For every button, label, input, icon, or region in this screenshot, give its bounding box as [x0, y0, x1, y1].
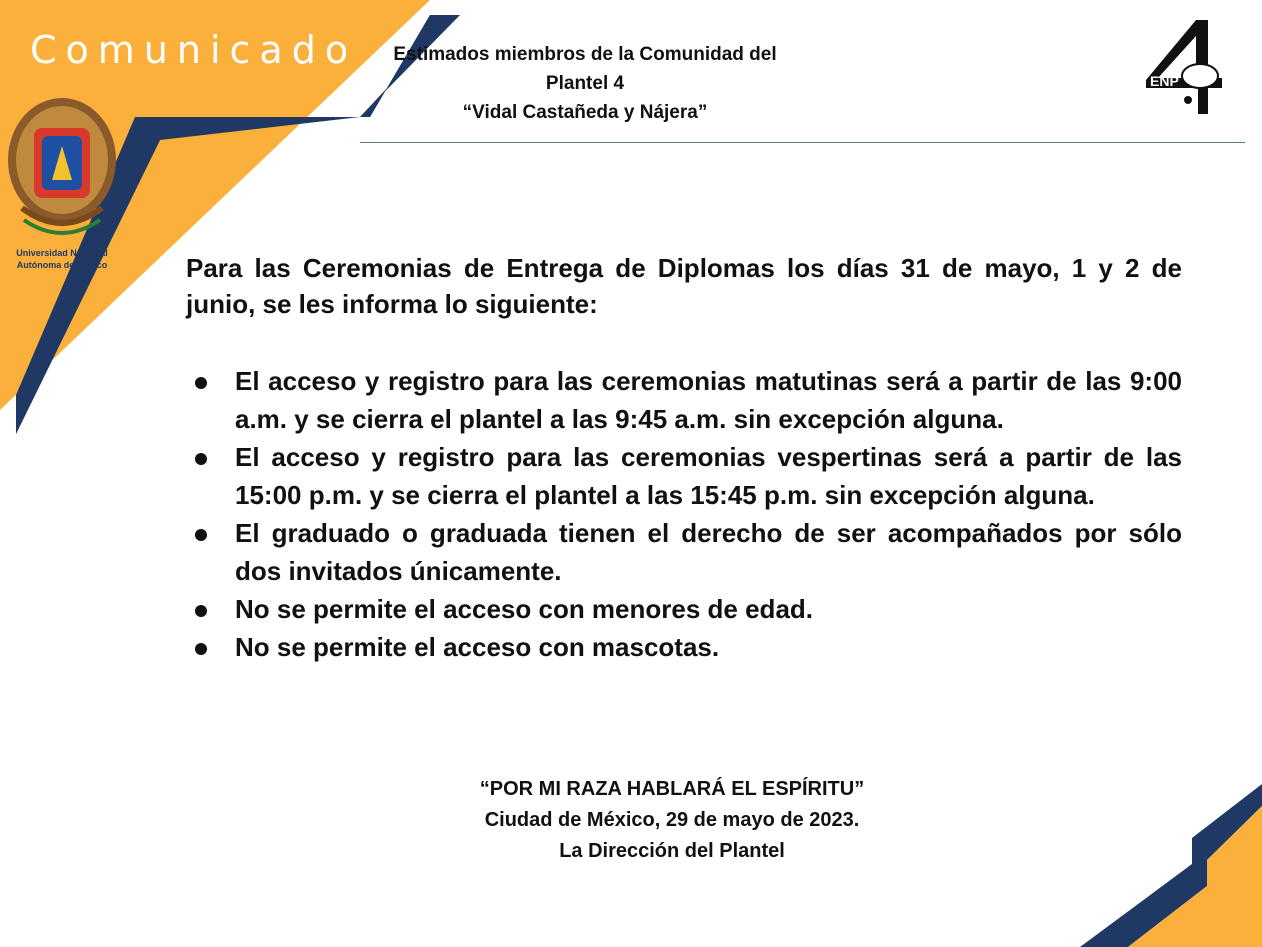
list-item-text: El graduado o graduada tienen el derecho de ser acompañados por sólo dos invitados únicamente. — [235, 518, 1182, 586]
list-item — [186, 438, 1182, 514]
list-item-text: El acceso y registro para las ceremonias matutinas será a partir de las 9:00 a.m. y se cierra el plantel a las 9:45 a.m. sin excepción alguna. — [235, 366, 1182, 434]
header-line-1: Estimados miembros de la Comunidad del Plantel 4 — [393, 44, 777, 94]
header-line-2: “Vidal Castañeda y Nájera” — [462, 102, 708, 123]
rules-list — [186, 362, 1182, 666]
unam-seal-logo — [4, 88, 120, 278]
bullet-icon — [195, 605, 207, 617]
svg-text:Universidad Nacional: Universidad Nacional — [16, 248, 108, 258]
list-item — [186, 362, 1182, 438]
list-item — [186, 590, 1182, 628]
list-item — [186, 628, 1182, 666]
intro-paragraph: Para las Ceremonias de Entrega de Diplomas los días 31 de mayo, 1 y 2 de junio, se les informa lo siguiente: — [186, 253, 1182, 319]
bullet-icon — [195, 643, 207, 655]
footer-signature-block — [372, 774, 972, 867]
banner-title: Comunicado — [30, 28, 358, 72]
signature: La Dirección del Plantel — [559, 840, 785, 862]
header-greeting — [360, 40, 810, 127]
bullet-icon — [195, 529, 207, 541]
bullet-icon — [195, 453, 207, 465]
bullet-icon — [195, 377, 207, 389]
date-line: Ciudad de México, 29 de mayo de 2023. — [484, 809, 860, 831]
corner-banner-bottom-right — [1070, 780, 1262, 947]
enp-plantel-4-logo — [1138, 18, 1230, 118]
svg-text:ENP: ENP — [1150, 73, 1179, 89]
svg-text:Autónoma de México: Autónoma de México — [16, 260, 108, 270]
list-item-text: El acceso y registro para las ceremonias vespertinas será a partir de las 15:00 p.m. y se cierra el plantel a las 15:45 p.m. sin excepción alguna. — [235, 442, 1182, 510]
motto: “POR MI RAZA HABLARÁ EL ESPÍRITU” — [479, 778, 865, 800]
list-item-text: No se permite el acceso con mascotas. — [235, 632, 720, 662]
list-item-text: No se permite el acceso con menores de edad. — [235, 594, 814, 624]
list-item — [186, 514, 1182, 590]
header-divider — [360, 142, 1245, 143]
